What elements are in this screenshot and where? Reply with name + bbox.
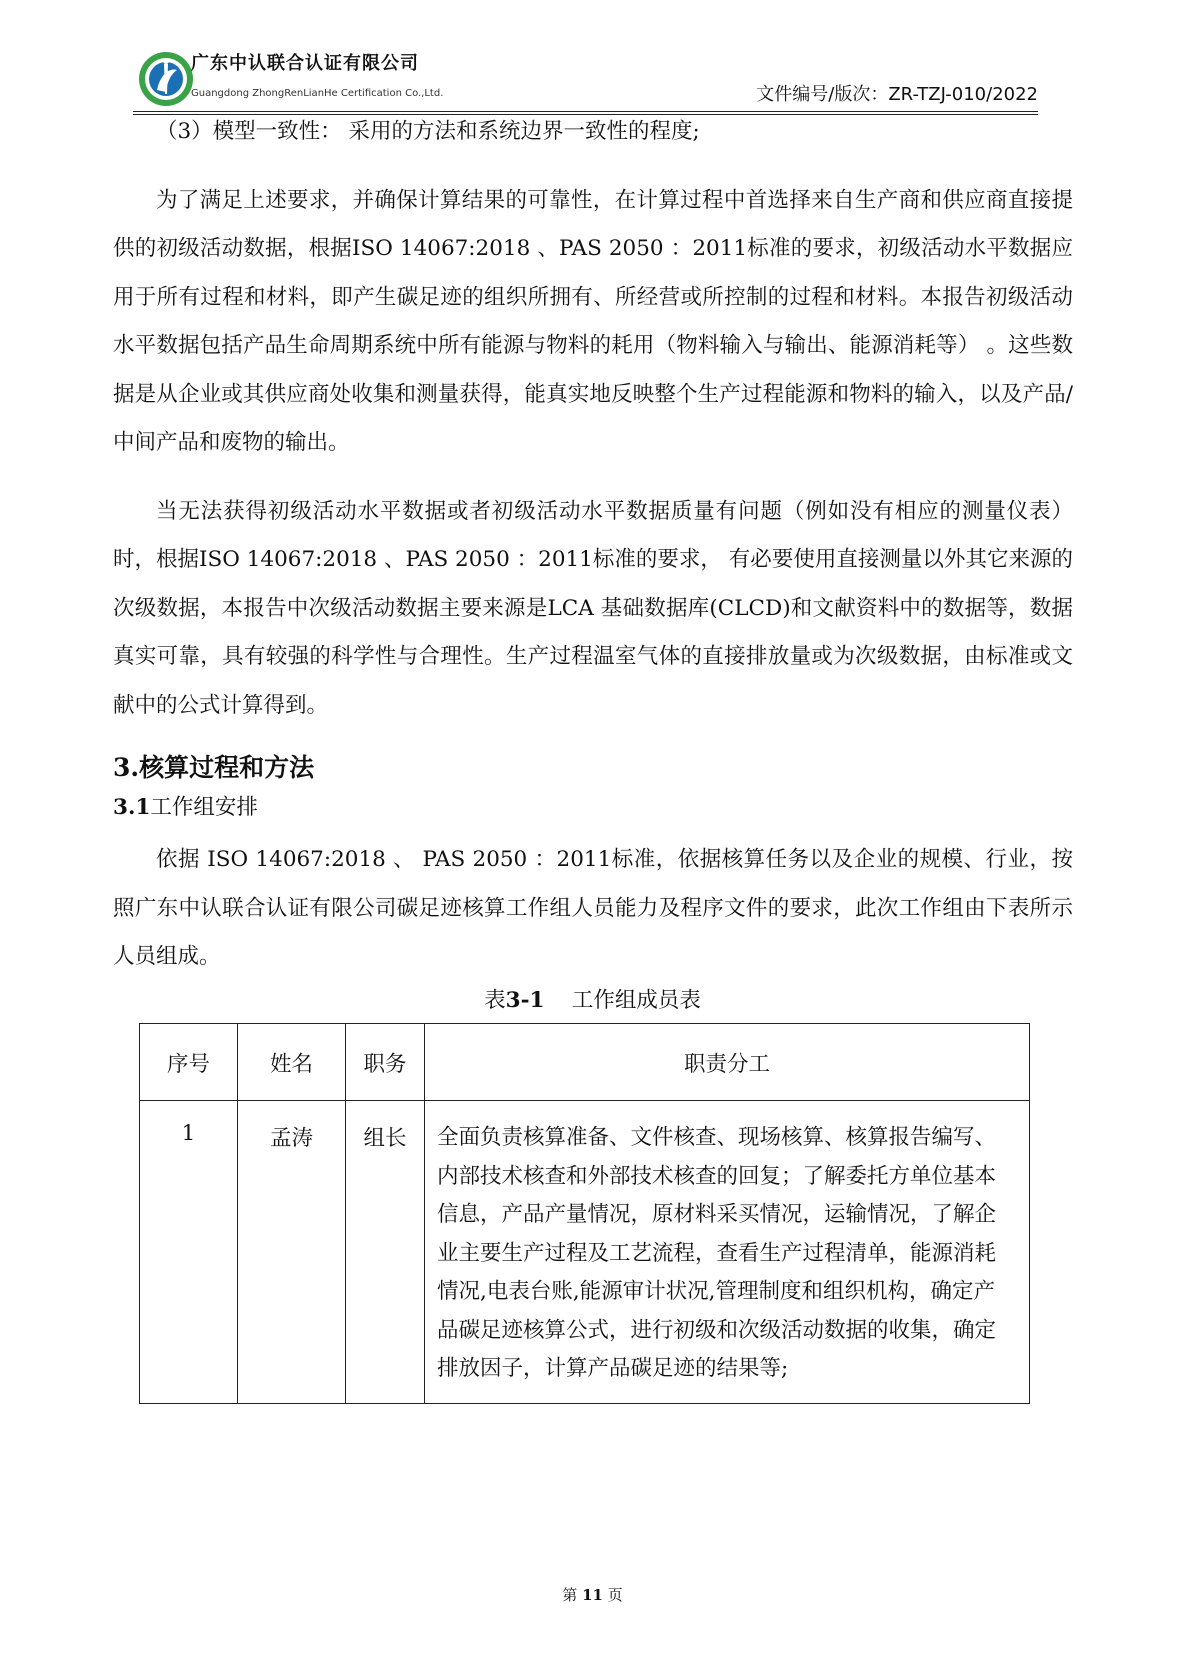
header-cell-name: 姓名 (238, 1024, 346, 1101)
page-header (133, 38, 1038, 116)
caption-prefix: 表 (484, 988, 506, 1013)
body-text (113, 108, 1073, 730)
header-cell-role: 职务 (346, 1024, 425, 1101)
page-number (0, 1584, 1185, 1605)
primary-data-paragraph: 为了满足上述要求，并确保计算结果的可靠性，在计算过程中首选择来自生产商和供应商直接提供的初级活动数据，根据ISO 14067:2018 、PAS 2050 ：2011标准的要求，初级活动水平数据应用于所有过程和材料，即产生碳足迹的组织所拥有、所经营或所控制的过程和材料。本报告初级活动水平数据包括产品生命周期系统中所有能源与物料的耗用（物料输入与输出、能源消耗等） 。这些数据是从企业或其供应商处收集和测量获得，能真实地反映整个生产过程能源和物料的输入，以及产品/中间产品和废物的输出。 (113, 187, 1073, 455)
workgroup-paragraph-block (113, 836, 1073, 982)
page-suffix: 页 (607, 1586, 623, 1604)
company-name-en: Guangdong ZhongRenLianHe Certification Co.,Ltd. (191, 88, 444, 99)
company-seal-logo-icon (137, 50, 195, 108)
cell-role: 组长 (346, 1101, 425, 1404)
section-heading: 3.核算过程和方法 (113, 753, 315, 782)
header-cell-duty: 职责分工 (425, 1024, 1030, 1101)
subsection-title: 工作组安排 (150, 795, 258, 820)
caption-text: 工作组成员表 (571, 988, 701, 1013)
table-caption (0, 983, 1185, 1014)
workgroup-table (139, 1023, 1030, 1404)
cell-duty: 全面负责核算准备、文件核查、现场核算、核算报告编写、内部技术核查和外部技术核查的回复；了解委托方单位基本信息，产品产量情况，原材料采买情况，运输情况，了解企业主要生产过程及工艺流程，查看生产过程清单，能源消耗情况,电表台账,能源审计状况,管理制度和组织机构，确定产品碳足迹核算公式，进行初级和次级活动数据的收集，确定排放因子，计算产品碳足迹的结果等; (425, 1101, 1030, 1404)
caption-number: 3-1 (505, 988, 545, 1013)
subsection-number: 3.1 (113, 795, 151, 820)
workgroup-paragraph: 依据 ISO 14067:2018 、 PAS 2050 ：2011标准，依据核算任务以及企业的规模、行业，按照广东中认联合认证有限公司碳足迹核算工作组人员能力及程序文件的要求，此次工作组由下表所示人员组成。 (113, 847, 1073, 969)
company-name-cn: 广东中认联合认证有限公司 (191, 53, 419, 74)
document-code: 文件编号/版次：ZR-TZJ-010/2022 (756, 84, 1038, 105)
model-consistency-item: （3）模型一致性： 采用的方法和系统边界一致性的程度; (156, 119, 700, 144)
secondary-data-paragraph: 当无法获得初级活动水平数据或者初级活动水平数据质量有问题（例如没有相应的测量仪表）时，根据ISO 14067:2018 、PAS 2050 ：2011标准的要求， 有必要使用直接测量以外其它来源的次级数据，本报告中次级活动数据主要来源是LCA 基础数据库(CLCD)和文献资料中的数据等，数据真实可靠，具有较强的科学性与合理性。生产过程温室气体的直接排放量或为次级数据，由标准或文献中的公式计算得到。 (113, 498, 1073, 718)
page-prefix: 第 (562, 1586, 578, 1604)
cell-no: 1 (140, 1101, 238, 1404)
table-row (140, 1101, 1030, 1404)
header-cell-no: 序号 (140, 1024, 238, 1101)
cell-name: 孟涛 (238, 1101, 346, 1404)
subsection-heading (113, 790, 258, 821)
table-header-row (140, 1024, 1030, 1101)
page-value: 11 (582, 1586, 603, 1604)
